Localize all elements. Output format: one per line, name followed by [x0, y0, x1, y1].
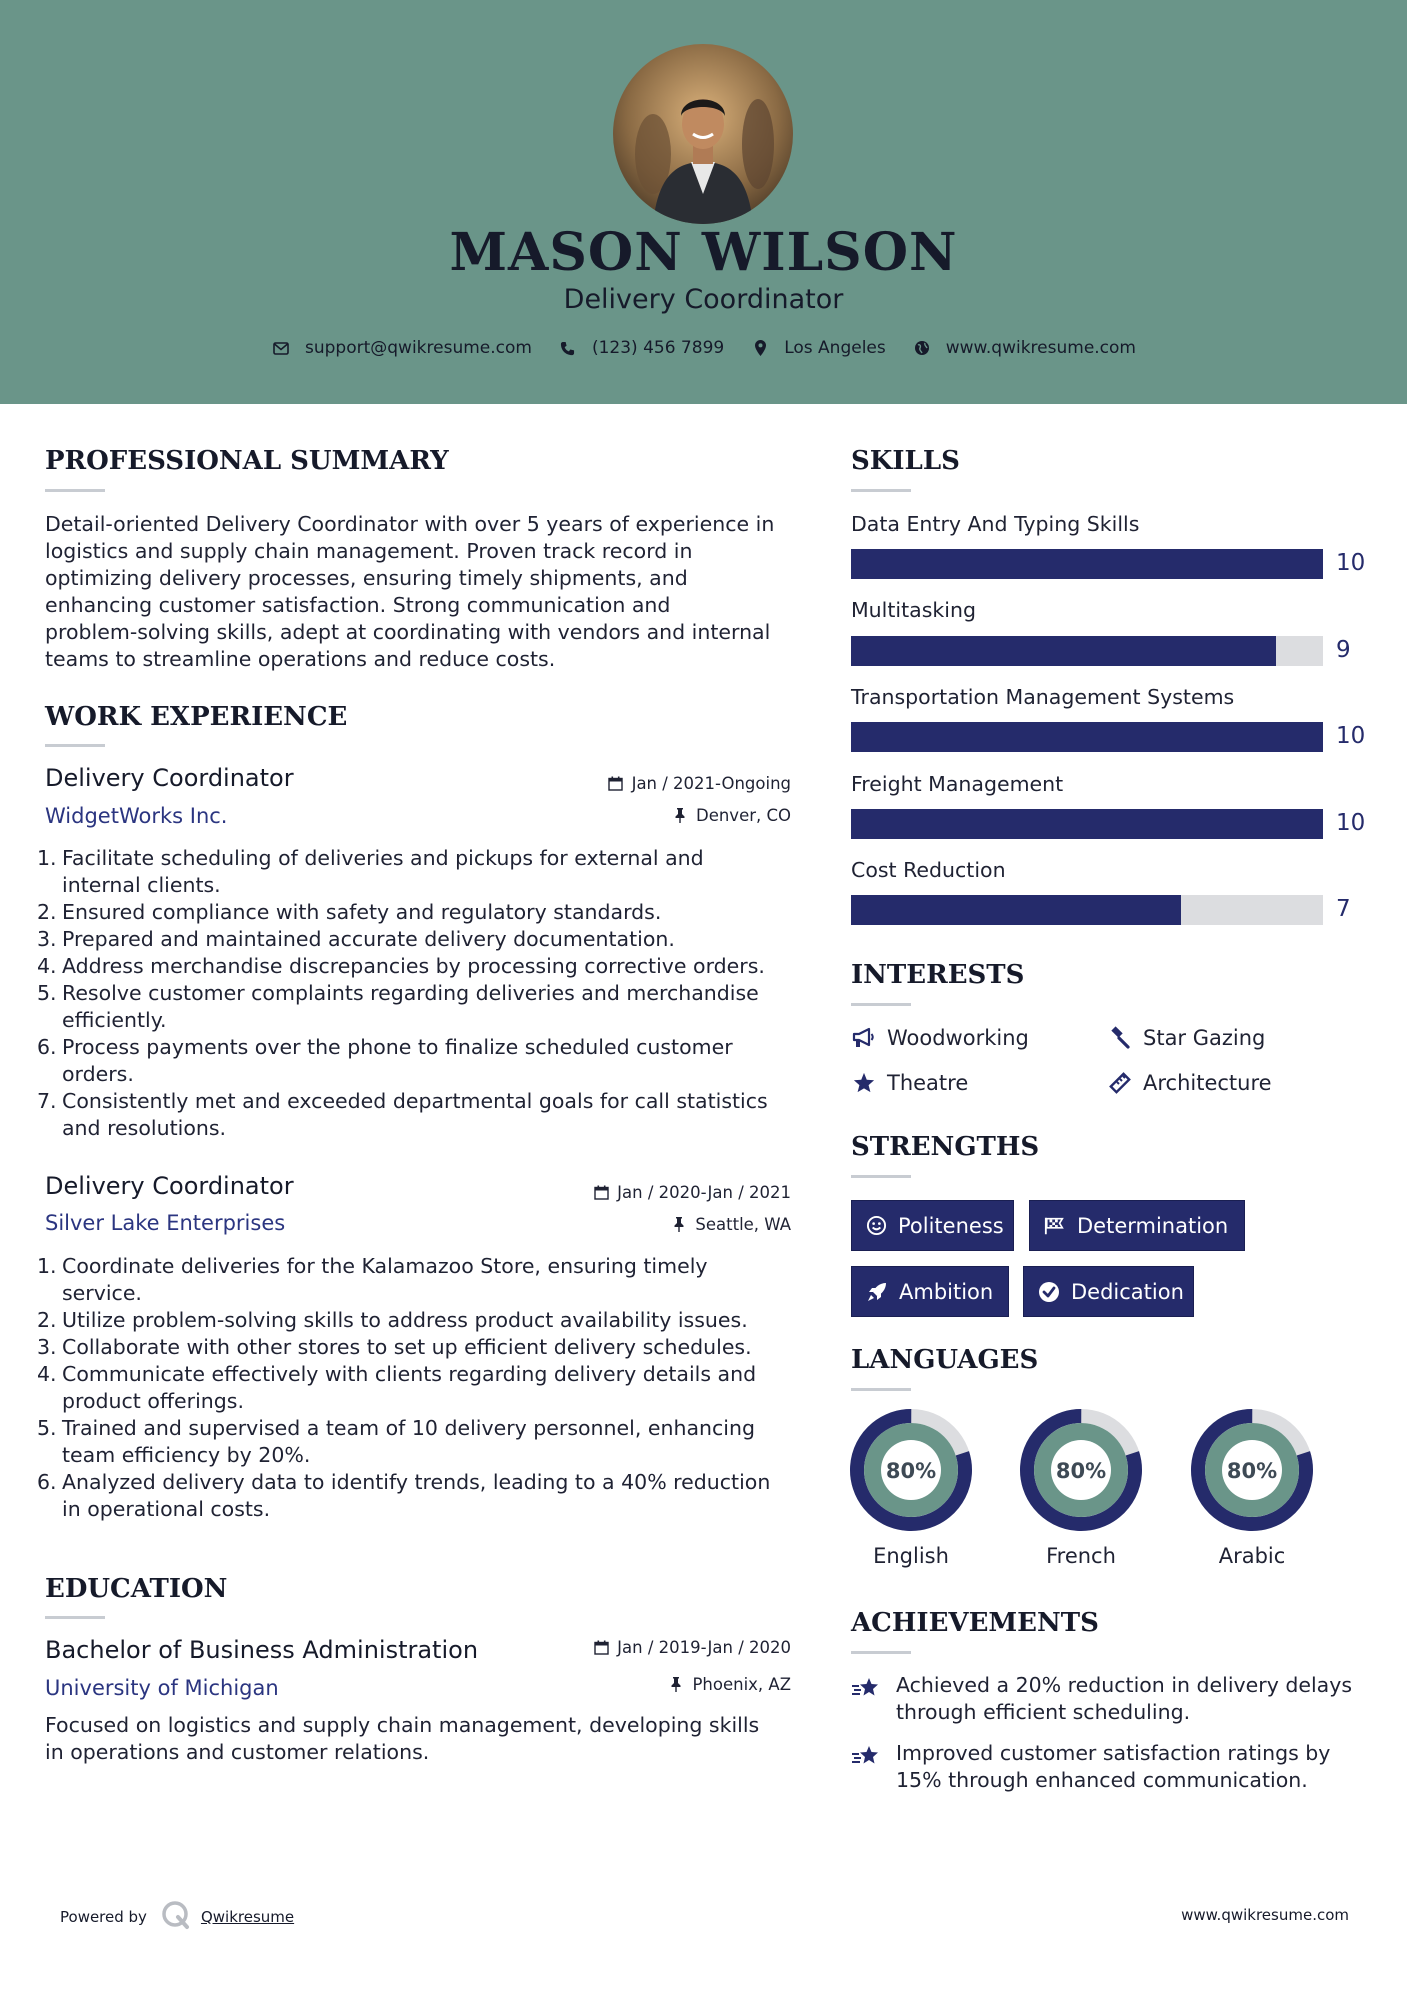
skill-bar-fill — [851, 549, 1323, 579]
job-title: Delivery Coordinator — [45, 1172, 294, 1200]
phone-icon — [558, 338, 578, 358]
education-heading: EDUCATION — [45, 1574, 228, 1604]
strengths-divider — [851, 1175, 911, 1178]
language-ring — [1019, 1408, 1143, 1532]
strength-label: Determination — [1077, 1213, 1229, 1238]
skill-name: Freight Management — [851, 772, 1064, 796]
job-company: Silver Lake Enterprises — [45, 1211, 286, 1235]
job-dates-text: Jan / 2021-Ongoing — [631, 774, 791, 793]
list-item: 5. Resolve customer complaints regarding deliveries and merchandise efficiently. — [37, 981, 759, 1032]
languages-heading: LANGUAGES — [851, 1345, 1039, 1375]
skill-bar — [851, 549, 1323, 579]
star-icon — [851, 1070, 877, 1096]
interest-label: Woodworking — [887, 1026, 1029, 1050]
summary-line: problem-solving skills, adept at coordinating with vendors and internal — [45, 620, 771, 644]
education-line: Focused on logistics and supply chain management, developing skills — [45, 1713, 760, 1737]
achievements-divider — [851, 1651, 911, 1654]
interest-label: Theatre — [887, 1071, 969, 1095]
candidate-name: MASON WILSON — [449, 222, 958, 283]
check-circle-icon — [1038, 1281, 1060, 1303]
experience-divider — [45, 744, 105, 747]
footer-url[interactable]: www.qwikresume.com — [1181, 1906, 1349, 1924]
skill-bar-fill — [851, 722, 1323, 752]
job-dates — [593, 1183, 791, 1202]
calendar-icon — [593, 1185, 609, 1201]
list-item: 7. Consistently met and exceeded departmental goals for call statistics and resolutions. — [37, 1089, 768, 1140]
strengths-heading: STRENGTHS — [851, 1132, 1040, 1162]
education-dates — [593, 1638, 791, 1657]
skill-bar — [851, 636, 1323, 666]
contact-bar — [0, 338, 1407, 358]
strength-label: Dedication — [1071, 1279, 1184, 1304]
summary-line: optimizing delivery processes, ensuring timely shipments, and — [45, 566, 688, 590]
interest-item — [851, 1070, 968, 1096]
job-bullets — [37, 1253, 815, 1523]
interests-divider — [851, 1003, 911, 1006]
language-name: French — [1046, 1544, 1116, 1568]
footer-powered-by — [60, 1900, 294, 1934]
job-company: WidgetWorks Inc. — [45, 804, 228, 828]
interest-item — [851, 1025, 1029, 1051]
envelope-icon — [271, 338, 291, 358]
education-location — [668, 1675, 791, 1694]
degree-title: Bachelor of Business Administration — [45, 1636, 479, 1664]
interest-item — [1107, 1070, 1272, 1096]
job-bullets — [37, 845, 815, 1142]
pushpin-icon — [671, 1217, 687, 1233]
contact-location — [750, 338, 886, 358]
contact-website[interactable] — [912, 338, 1136, 358]
achievement-line: Achieved a 20% reduction in delivery delays — [896, 1673, 1353, 1697]
skill-name: Transportation Management Systems — [851, 685, 1235, 709]
education-divider — [45, 1616, 105, 1619]
location-text: Los Angeles — [784, 338, 886, 358]
skills-heading: SKILLS — [851, 446, 960, 476]
summary-text — [45, 511, 805, 673]
candidate-title: Delivery Coordinator — [563, 284, 844, 315]
strength-label: Politeness — [898, 1213, 1004, 1238]
skill-bar-fill — [851, 809, 1323, 839]
qwikresume-link[interactable]: Qwikresume — [200, 1908, 295, 1926]
language-name: Arabic — [1218, 1544, 1286, 1568]
skill-value: 10 — [1336, 723, 1366, 749]
email-text: support@qwikresume.com — [305, 338, 532, 358]
list-item: 6. Analyzed delivery data to identify trends, leading to a 40% reduction in operational costs. — [37, 1470, 771, 1521]
strength-badge — [1029, 1200, 1245, 1251]
website-text: www.qwikresume.com — [945, 338, 1136, 358]
achievement-item — [851, 1672, 1371, 1726]
language-percent: 80% — [885, 1459, 937, 1483]
contact-phone[interactable] — [558, 338, 724, 358]
job-dates — [608, 774, 791, 793]
language-item — [1190, 1408, 1314, 1568]
skill-name: Cost Reduction — [851, 858, 1006, 882]
achievements-heading: ACHIEVEMENTS — [851, 1608, 1099, 1638]
interest-item — [1107, 1025, 1265, 1051]
skill-bar — [851, 722, 1323, 752]
achievement-line: through efficient scheduling. — [896, 1700, 1191, 1724]
phone-text: (123) 456 7899 — [591, 338, 725, 358]
language-item — [1019, 1408, 1143, 1568]
strength-label: Ambition — [899, 1279, 994, 1304]
language-name: English — [873, 1544, 949, 1568]
skill-value: 7 — [1336, 896, 1351, 922]
list-item: 4. Address merchandise discrepancies by processing corrective orders. — [37, 954, 765, 978]
achievement-line: Improved customer satisfaction ratings by — [896, 1741, 1331, 1765]
language-percent: 80% — [1226, 1459, 1278, 1483]
list-item: 2. Ensured compliance with safety and regulatory standards. — [37, 900, 662, 924]
list-item: 1. Facilitate scheduling of deliveries and pickups for external and internal clients. — [37, 846, 704, 897]
flag-icon — [1044, 1215, 1066, 1237]
list-item: 5. Trained and supervised a team of 10 delivery personnel, enhancing team efficiency by 20%. — [37, 1416, 756, 1467]
powered-by-text: Powered by — [60, 1908, 147, 1926]
job-title: Delivery Coordinator — [45, 764, 294, 792]
map-marker-icon — [750, 338, 770, 358]
summary-divider — [45, 489, 105, 492]
pushpin-icon — [672, 808, 688, 824]
shooting-star-icon — [851, 1742, 881, 1772]
skill-bar-fill — [851, 636, 1276, 666]
list-item: 3. Prepared and maintained accurate delivery documentation. — [37, 927, 675, 951]
job-location-text: Denver, CO — [695, 806, 791, 825]
language-ring — [849, 1408, 973, 1532]
list-item: 6. Process payments over the phone to finalize scheduled customer orders. — [37, 1035, 733, 1086]
summary-line: logistics and supply chain management. Proven track record in — [45, 539, 693, 563]
education-dates-text: Jan / 2019-Jan / 2020 — [617, 1638, 791, 1657]
summary-line: Detail-oriented Delivery Coordinator with over 5 years of experience in — [45, 512, 775, 536]
language-percent: 80% — [1055, 1459, 1107, 1483]
language-item — [849, 1408, 973, 1568]
skill-value: 9 — [1336, 637, 1351, 663]
skill-value: 10 — [1336, 550, 1366, 576]
skill-bar — [851, 809, 1323, 839]
summary-heading: PROFESSIONAL SUMMARY — [45, 446, 449, 476]
pushpin-icon — [668, 1677, 684, 1693]
education-line: in operations and customer relations. — [45, 1740, 430, 1764]
strength-badge — [851, 1200, 1014, 1251]
smile-icon — [866, 1215, 887, 1237]
skill-name: Data Entry And Typing Skills — [851, 512, 1140, 536]
list-item: 3. Collaborate with other stores to set up efficient delivery schedules. — [37, 1335, 752, 1359]
experience-heading: WORK EXPERIENCE — [45, 702, 348, 732]
list-item: 1. Coordinate deliveries for the Kalamazoo Store, ensuring timely service. — [37, 1254, 708, 1305]
globe-icon — [912, 338, 932, 358]
languages-divider — [851, 1388, 911, 1391]
skill-value: 10 — [1336, 810, 1366, 836]
education-location-text: Phoenix, AZ — [692, 1675, 791, 1694]
gavel-icon — [1107, 1025, 1133, 1051]
ruler-icon — [1107, 1070, 1133, 1096]
interest-label: Star Gazing — [1143, 1026, 1266, 1050]
job-dates-text: Jan / 2020-Jan / 2021 — [617, 1183, 791, 1202]
interests-heading: INTERESTS — [851, 960, 1025, 990]
profile-photo — [613, 44, 793, 224]
job-location — [671, 1215, 791, 1234]
job-location — [672, 806, 791, 825]
list-item: 2. Utilize problem-solving skills to address product availability issues. — [37, 1308, 748, 1332]
qwikresume-logo-icon — [161, 1900, 191, 1934]
achievement-item — [851, 1740, 1371, 1794]
language-ring — [1190, 1408, 1314, 1532]
summary-line: enhancing customer satisfaction. Strong communication and — [45, 593, 671, 617]
strength-badge — [851, 1266, 1009, 1317]
interest-label: Architecture — [1143, 1071, 1272, 1095]
contact-email[interactable] — [271, 338, 532, 358]
school-name: University of Michigan — [45, 1676, 279, 1700]
calendar-icon — [593, 1640, 609, 1656]
skill-bar-fill — [851, 895, 1181, 925]
shooting-star-icon — [851, 1674, 881, 1704]
rocket-icon — [866, 1281, 888, 1303]
bullhorn-icon — [851, 1025, 877, 1051]
strength-badge — [1023, 1266, 1194, 1317]
summary-line: teams to streamline operations and reduce costs. — [45, 647, 556, 671]
skills-divider — [851, 489, 911, 492]
skill-name: Multitasking — [851, 598, 976, 622]
list-item: 4. Communicate effectively with clients regarding delivery details and product offerings. — [37, 1362, 757, 1413]
job-location-text: Seattle, WA — [695, 1215, 791, 1234]
resume-header — [0, 0, 1407, 404]
calendar-icon — [608, 776, 624, 792]
achievement-line: 15% through enhanced communication. — [896, 1768, 1308, 1792]
skill-bar — [851, 895, 1323, 925]
education-description — [45, 1712, 815, 1766]
